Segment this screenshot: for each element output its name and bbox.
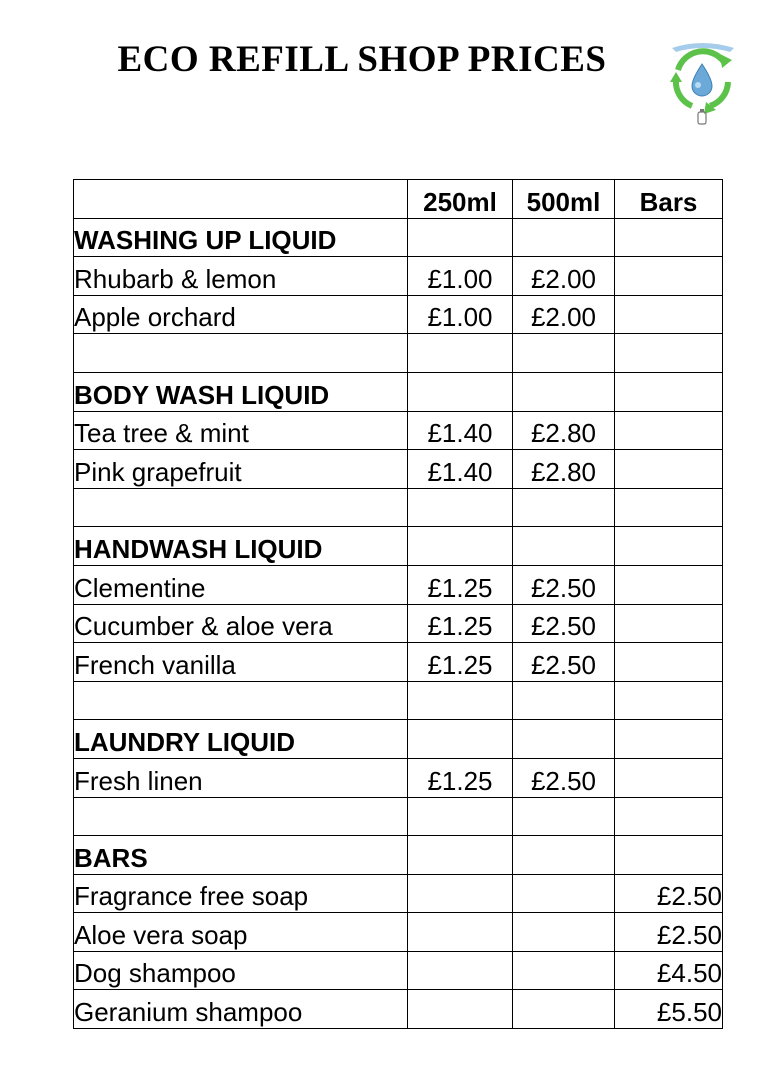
empty-cell bbox=[74, 334, 408, 373]
price-250ml bbox=[408, 874, 513, 913]
table-row bbox=[74, 951, 723, 990]
table-row bbox=[74, 643, 723, 682]
empty-cell bbox=[513, 720, 615, 759]
price-250ml: £1.25 bbox=[408, 758, 513, 797]
product-name: Geranium shampoo bbox=[74, 990, 408, 1029]
empty-cell bbox=[408, 488, 513, 527]
header-product bbox=[74, 180, 408, 219]
price-bars: £5.50 bbox=[615, 990, 723, 1029]
price-500ml: £2.50 bbox=[513, 565, 615, 604]
empty-cell bbox=[408, 372, 513, 411]
product-name: Dog shampoo bbox=[74, 951, 408, 990]
empty-cell bbox=[408, 681, 513, 720]
category-row bbox=[74, 720, 723, 759]
empty-cell bbox=[615, 720, 723, 759]
empty-cell bbox=[615, 836, 723, 875]
table-row bbox=[74, 604, 723, 643]
refill-recycle-drop-icon bbox=[664, 40, 740, 126]
product-name: Rhubarb & lemon bbox=[74, 257, 408, 296]
price-500ml: £2.00 bbox=[513, 295, 615, 334]
spacer-row bbox=[74, 488, 723, 527]
price-500ml: £2.80 bbox=[513, 411, 615, 450]
price-bars bbox=[615, 411, 723, 450]
price-bars bbox=[615, 604, 723, 643]
price-250ml bbox=[408, 951, 513, 990]
category-row bbox=[74, 218, 723, 257]
price-250ml: £1.40 bbox=[408, 411, 513, 450]
product-name: Tea tree & mint bbox=[74, 411, 408, 450]
spacer-row bbox=[74, 334, 723, 373]
price-500ml: £2.50 bbox=[513, 604, 615, 643]
price-250ml: £1.25 bbox=[408, 604, 513, 643]
product-name: Fresh linen bbox=[74, 758, 408, 797]
price-500ml: £2.80 bbox=[513, 450, 615, 489]
empty-cell bbox=[615, 527, 723, 566]
empty-cell bbox=[615, 218, 723, 257]
empty-cell bbox=[74, 797, 408, 836]
table-row bbox=[74, 295, 723, 334]
price-250ml: £1.25 bbox=[408, 643, 513, 682]
price-250ml: £1.40 bbox=[408, 450, 513, 489]
empty-cell bbox=[408, 527, 513, 566]
header-500ml: 500ml bbox=[513, 180, 615, 219]
price-500ml bbox=[513, 990, 615, 1029]
header-row bbox=[74, 180, 723, 219]
table-row bbox=[74, 758, 723, 797]
price-bars: £4.50 bbox=[615, 951, 723, 990]
empty-cell bbox=[408, 218, 513, 257]
spacer-row bbox=[74, 681, 723, 720]
empty-cell bbox=[513, 836, 615, 875]
price-bars bbox=[615, 565, 723, 604]
price-250ml bbox=[408, 990, 513, 1029]
product-name: French vanilla bbox=[74, 643, 408, 682]
empty-cell bbox=[74, 681, 408, 720]
price-250ml: £1.00 bbox=[408, 257, 513, 296]
table-row bbox=[74, 990, 723, 1029]
price-250ml: £1.25 bbox=[408, 565, 513, 604]
empty-cell bbox=[615, 488, 723, 527]
price-250ml: £1.00 bbox=[408, 295, 513, 334]
empty-cell bbox=[513, 334, 615, 373]
empty-cell bbox=[408, 720, 513, 759]
category-row bbox=[74, 372, 723, 411]
price-500ml bbox=[513, 874, 615, 913]
category-name: BARS bbox=[74, 836, 408, 875]
table-row bbox=[74, 565, 723, 604]
category-name: LAUNDRY LIQUID bbox=[74, 720, 408, 759]
product-name: Pink grapefruit bbox=[74, 450, 408, 489]
table-row bbox=[74, 411, 723, 450]
empty-cell bbox=[74, 488, 408, 527]
category-name: BODY WASH LIQUID bbox=[74, 372, 408, 411]
price-table bbox=[73, 179, 723, 1029]
price-500ml: £2.00 bbox=[513, 257, 615, 296]
table-row bbox=[74, 450, 723, 489]
category-name: HANDWASH LIQUID bbox=[74, 527, 408, 566]
empty-cell bbox=[615, 797, 723, 836]
empty-cell bbox=[513, 218, 615, 257]
table-row bbox=[74, 874, 723, 913]
product-name: Aloe vera soap bbox=[74, 913, 408, 952]
empty-cell bbox=[513, 797, 615, 836]
price-500ml bbox=[513, 951, 615, 990]
price-500ml: £2.50 bbox=[513, 758, 615, 797]
table-row bbox=[74, 257, 723, 296]
price-bars bbox=[615, 758, 723, 797]
price-bars: £2.50 bbox=[615, 913, 723, 952]
empty-cell bbox=[408, 334, 513, 373]
empty-cell bbox=[615, 372, 723, 411]
category-row bbox=[74, 527, 723, 566]
empty-cell bbox=[513, 527, 615, 566]
price-500ml bbox=[513, 913, 615, 952]
price-500ml: £2.50 bbox=[513, 643, 615, 682]
empty-cell bbox=[408, 797, 513, 836]
price-250ml bbox=[408, 913, 513, 952]
product-name: Apple orchard bbox=[74, 295, 408, 334]
category-name: WASHING UP LIQUID bbox=[74, 218, 408, 257]
product-name: Cucumber & aloe vera bbox=[74, 604, 408, 643]
price-bars bbox=[615, 295, 723, 334]
empty-cell bbox=[408, 836, 513, 875]
empty-cell bbox=[615, 681, 723, 720]
empty-cell bbox=[513, 681, 615, 720]
empty-cell bbox=[513, 372, 615, 411]
price-bars bbox=[615, 643, 723, 682]
price-bars bbox=[615, 450, 723, 489]
header-250ml: 250ml bbox=[408, 180, 513, 219]
table-row bbox=[74, 913, 723, 952]
header-bars: Bars bbox=[615, 180, 723, 219]
product-name: Fragrance free soap bbox=[74, 874, 408, 913]
page-title: ECO REFILL SHOP PRICES bbox=[117, 39, 607, 80]
price-bars bbox=[615, 257, 723, 296]
price-bars: £2.50 bbox=[615, 874, 723, 913]
product-name: Clementine bbox=[74, 565, 408, 604]
category-row bbox=[74, 836, 723, 875]
spacer-row bbox=[74, 797, 723, 836]
empty-cell bbox=[513, 488, 615, 527]
empty-cell bbox=[615, 334, 723, 373]
